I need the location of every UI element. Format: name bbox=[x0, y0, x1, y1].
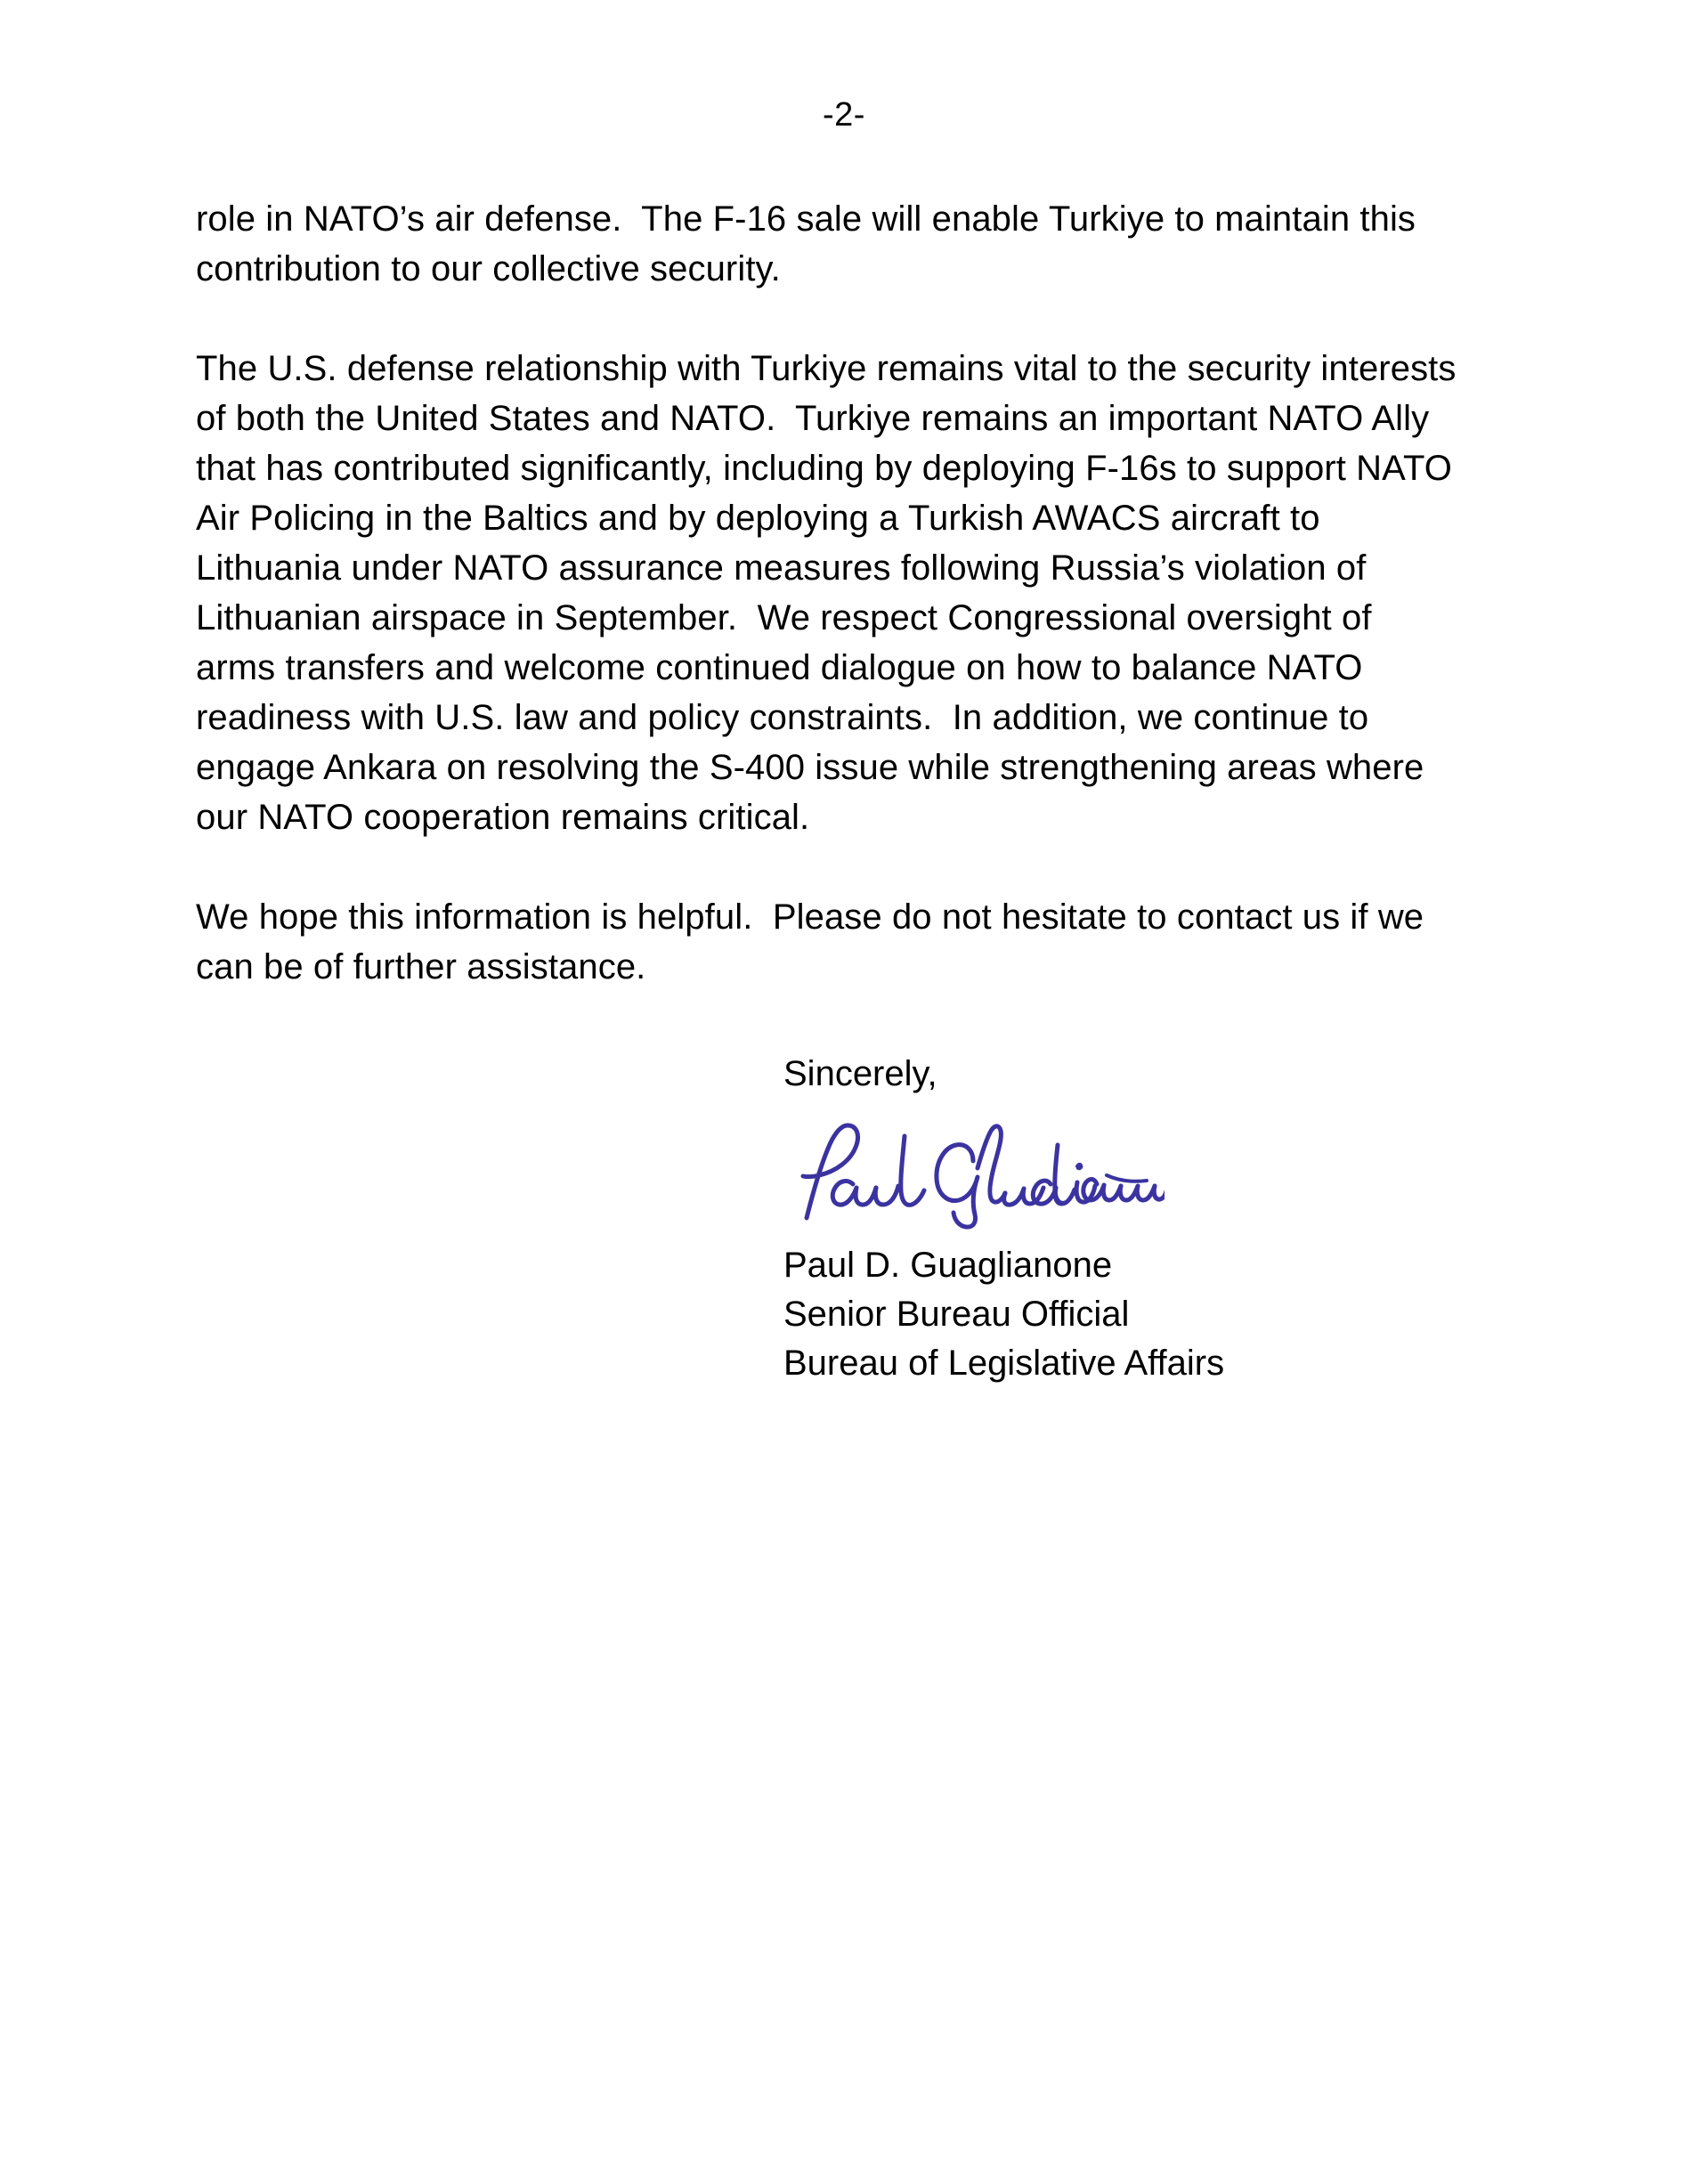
signer-name: Paul D. Guaglianone bbox=[783, 1246, 1113, 1285]
body-paragraph-3: We hope this information is helpful. Please do not hesitate to contact us if we can be of further assistance. bbox=[196, 897, 1434, 986]
handwritten-signature-icon bbox=[791, 1115, 1165, 1232]
page-number: -2- bbox=[823, 96, 865, 134]
closing-block bbox=[783, 1049, 1460, 1388]
body-paragraph-2: The U.S. defense relationship with Turkiye remains vital to the security interests of both the United States and NATO. Turkiye remains an important NATO Ally that has contributed significantly, including by deploying F-16s to support NATO Air Policing in the Baltics and by deploying a Turkish AWACS aircraft to Lithuania under NATO assurance measures following Russia’s violation of Lithuanian airspace in September. We respect Congressional oversight of arms transfers and welcome continued dialogue on how to balance NATO readiness with U.S. law and policy constraints. In addition, we continue to engage Ankara on resolving the S-400 issue while strengthening areas where our NATO cooperation remains critical. bbox=[196, 349, 1466, 837]
body-paragraph-1: role in NATO’s air defense. The F-16 sale will enable Turkiye to maintain this contribution to our collective security. bbox=[196, 199, 1426, 288]
signer-title: Senior Bureau Official bbox=[783, 1295, 1130, 1334]
closing-salutation: Sincerely, bbox=[783, 1054, 937, 1093]
signer-block bbox=[783, 1241, 1460, 1388]
signer-office: Bureau of Legislative Affairs bbox=[783, 1344, 1225, 1383]
signature-image bbox=[791, 1115, 1460, 1232]
letter-body bbox=[196, 194, 1466, 992]
